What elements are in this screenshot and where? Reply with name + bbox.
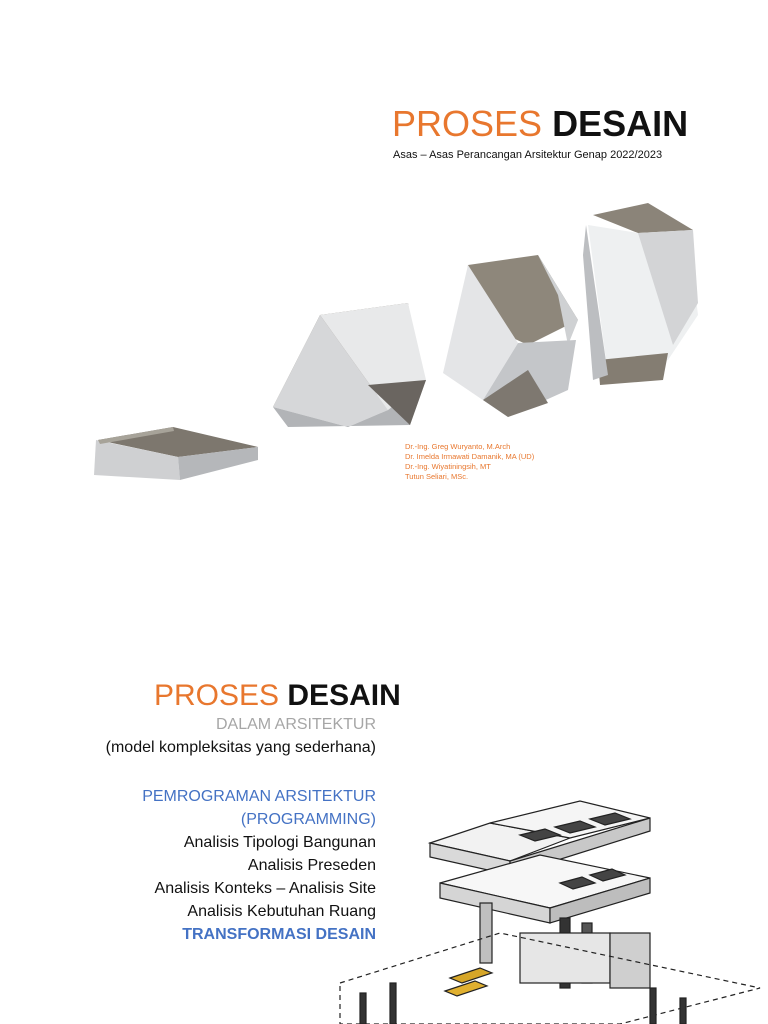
- form-folded: [583, 203, 698, 385]
- analysis-item: Analisis Tipologi Bangunan: [183, 834, 376, 851]
- process-steps: [142, 785, 376, 946]
- author-list: [405, 442, 534, 482]
- form-half-folded: [443, 255, 578, 417]
- process-title-accent: PROSES: [154, 679, 280, 712]
- process-title-dark: DESAIN: [287, 679, 401, 712]
- analysis-item: Analisis Konteks – Analisis Site: [154, 880, 376, 897]
- author-line: Dr.-Ing. Wiyatiningsih, MT: [405, 462, 491, 471]
- author-line: Tutun Seliari, MSc.: [405, 472, 469, 481]
- form-opening: [273, 303, 426, 427]
- analysis-item: Analisis Kebutuhan Ruang: [187, 903, 376, 920]
- process-title: [154, 676, 401, 716]
- transformation-heading: TRANSFORMASI DESAIN: [182, 926, 376, 943]
- cover-title: [392, 100, 688, 148]
- folding-forms-illustration: [88, 195, 708, 495]
- author-line: Dr.-Ing. Greg Wuryanto, M.Arch: [405, 442, 511, 451]
- programming-heading: PEMROGRAMAN ARSITEKTUR: [142, 788, 376, 805]
- form-flat: [94, 427, 258, 480]
- programming-heading-sub: (PROGRAMMING): [240, 811, 376, 828]
- cover-subtitle: Asas – Asas Perancangan Arsitektur Genap 2022/2023: [393, 149, 663, 161]
- analysis-item: Analisis Preseden: [247, 857, 376, 874]
- exploded-axonometric-drawing: [320, 783, 768, 1024]
- cover-title-accent: PROSES: [392, 103, 543, 144]
- process-subheading: DALAM ARSITEKTUR: [215, 716, 376, 733]
- process-model-note: (model kompleksitas yang sederhana): [105, 739, 376, 756]
- slide-process: [0, 568, 768, 1024]
- cover-title-dark: DESAIN: [552, 103, 689, 144]
- author-line: Dr. Imelda Irmawati Damanik, MA (UD): [405, 452, 535, 461]
